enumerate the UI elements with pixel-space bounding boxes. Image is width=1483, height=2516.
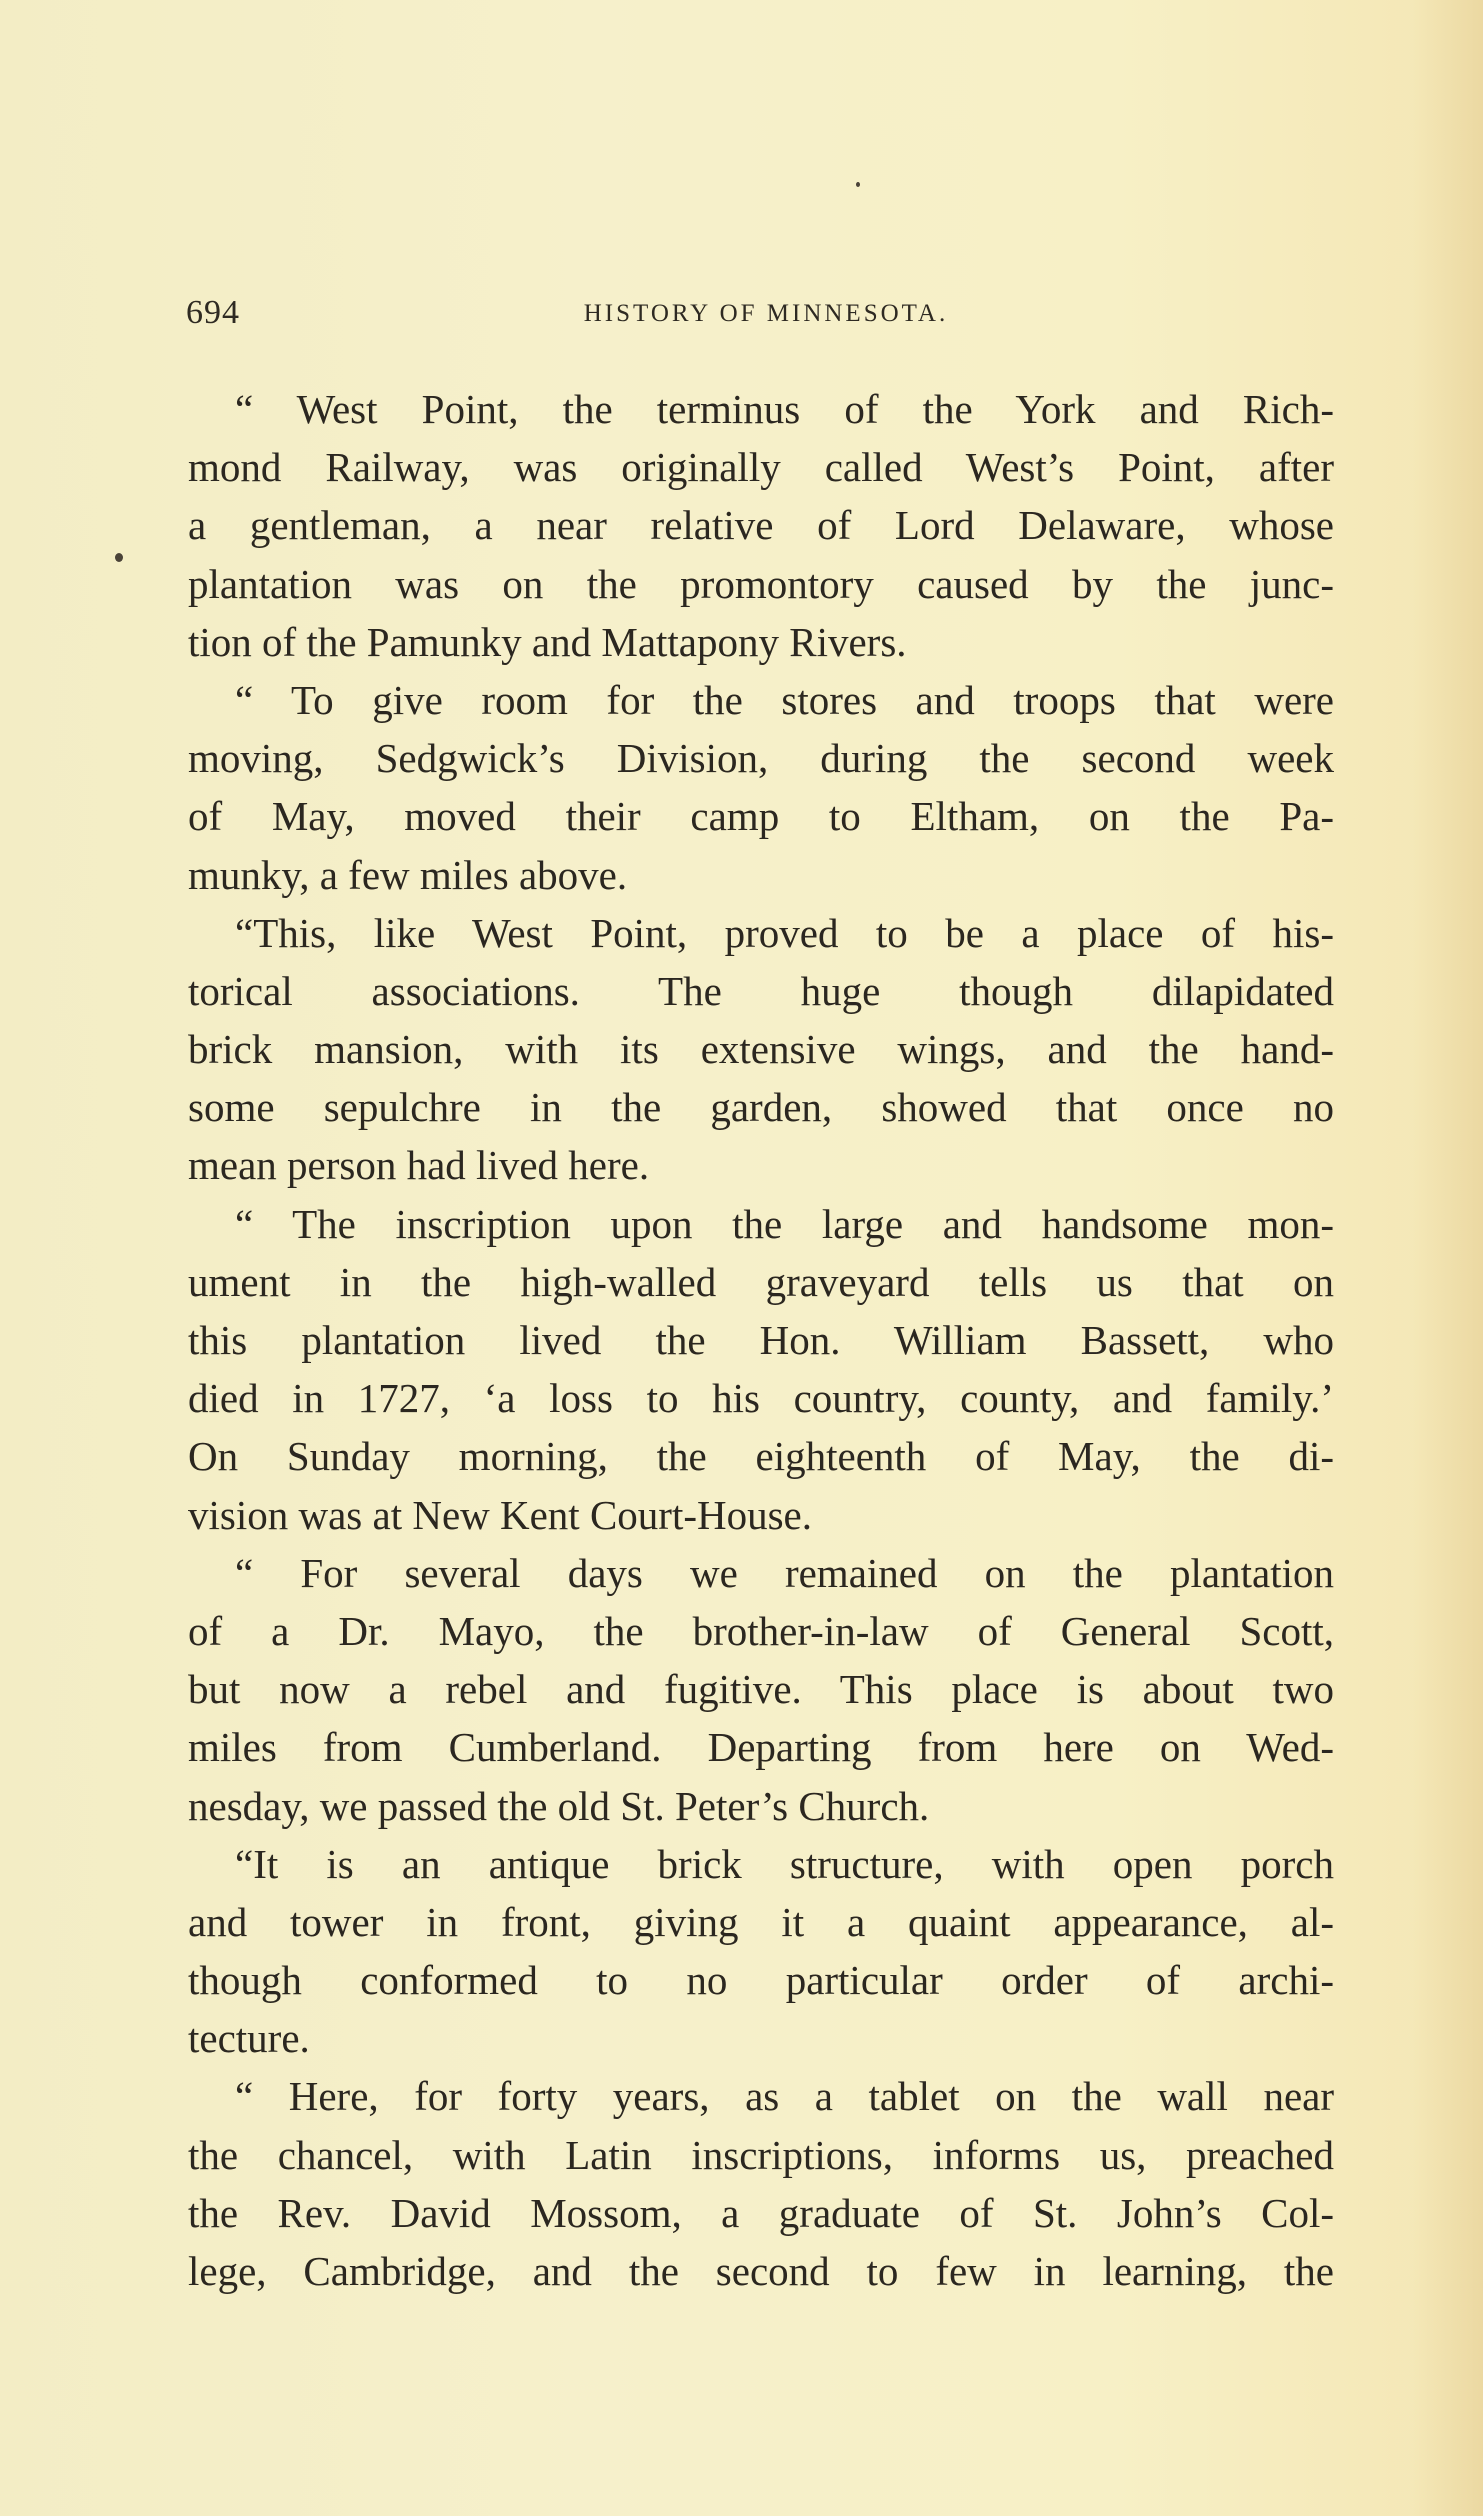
text-line: tion of the Pamunky and Mattapony Rivers.	[188, 618, 907, 665]
text-line: of May, moved their camp to Eltham, on the Pa-	[188, 793, 1334, 840]
text-line: “This, like West Point, proved to be a place of his-	[235, 909, 1334, 956]
text-line: miles from Cumberland. Departing from here on Wed-	[188, 1724, 1334, 1771]
text-line: “ For several days we remained on the plantation	[235, 1549, 1334, 1596]
text-line: “ To give room for the stores and troops that were	[235, 676, 1334, 723]
text-line: torical associations. The huge though dilapidated	[188, 967, 1334, 1014]
page-number: 694	[186, 294, 240, 331]
text-line: the chancel, with Latin inscriptions, informs us, preached	[188, 2131, 1334, 2178]
text-line: “ West Point, the terminus of the York and Rich-	[235, 386, 1334, 432]
text-line: mean person had lived here.	[188, 1142, 650, 1189]
page-header	[186, 294, 1346, 334]
text-line: On Sunday morning, the eighteenth of May, the di-	[188, 1433, 1334, 1480]
text-line: plantation was on the promontory caused by the junc-	[188, 560, 1334, 607]
text-line: brick mansion, with its extensive wings, and the hand-	[188, 1026, 1334, 1073]
text-line: munky, a few miles above.	[188, 851, 628, 898]
text-line: though conformed to no particular order of archi-	[188, 1957, 1334, 2004]
text-line: and tower in front, giving it a quaint appearance, al-	[188, 1898, 1334, 1945]
page-edge-shading	[1413, 0, 1483, 2516]
text-line: but now a rebel and fugitive. This place is about two	[188, 1666, 1334, 1713]
text-line: a gentleman, a near relative of Lord Delaware, whose	[188, 502, 1334, 549]
text-line: nesday, we passed the old St. Peter’s Church.	[188, 1782, 930, 1829]
text-line: ument in the high-walled graveyard tells us that on	[188, 1258, 1334, 1305]
text-line: mond Railway, was originally called West’s Point, after	[188, 444, 1334, 491]
ink-speck	[856, 182, 860, 187]
text-line: tecture.	[188, 2015, 310, 2062]
text-line: “It is an antique brick structure, with open porch	[235, 1840, 1334, 1887]
text-line: this plantation lived the Hon. William Bassett, who	[188, 1317, 1334, 1363]
text-line: moving, Sedgwick’s Division, during the second week	[188, 735, 1334, 782]
text-line: the Rev. David Mossom, a graduate of St. John’s Col-	[188, 2189, 1334, 2236]
text-line: “ Here, for forty years, as a tablet on the wall near	[235, 2073, 1334, 2120]
body-text	[188, 380, 1334, 2300]
text-line: died in 1727, ‘a loss to his country, county, and family.’	[188, 1375, 1334, 1422]
text-line: some sepulchre in the garden, showed that once no	[188, 1084, 1334, 1131]
text-line: “ The inscription upon the large and handsome mon-	[235, 1200, 1334, 1247]
running-head: HISTORY OF MINNESOTA.	[583, 300, 949, 327]
text-line: vision was at New Kent Court-House.	[188, 1491, 813, 1538]
text-line: lege, Cambridge, and the second to few in learning, the	[188, 2248, 1334, 2294]
margin-ink-mark	[115, 553, 123, 562]
text-line: of a Dr. Mayo, the brother-in-law of General Scott,	[188, 1607, 1334, 1654]
